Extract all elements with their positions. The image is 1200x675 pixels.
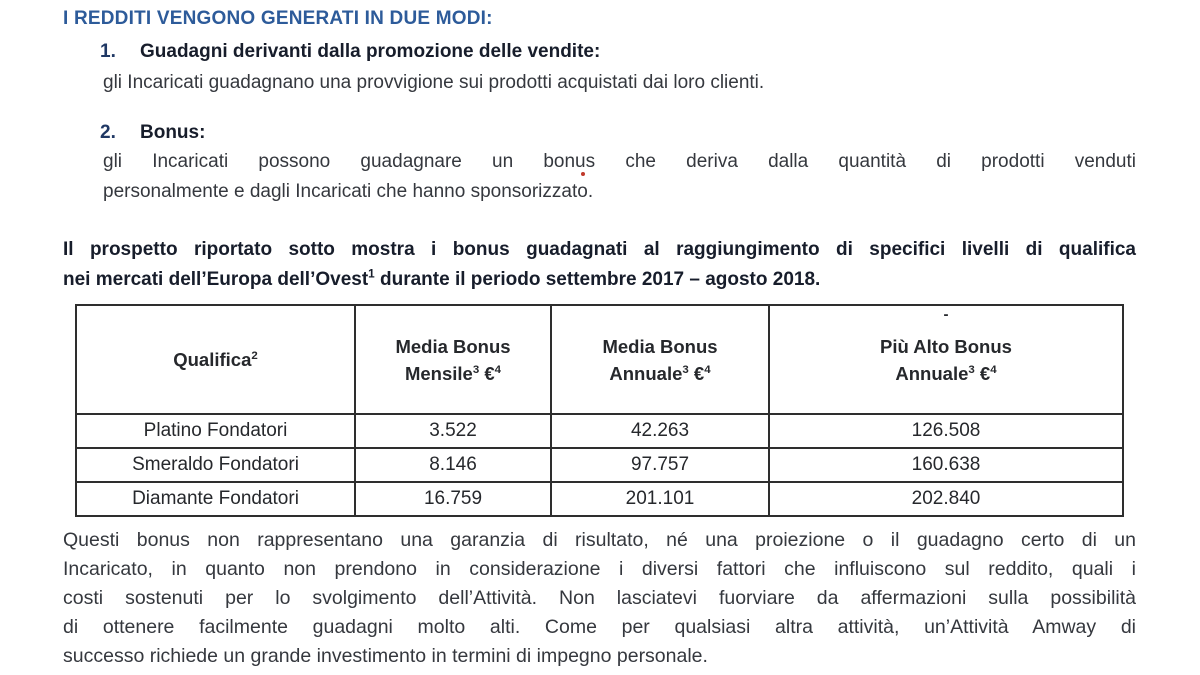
cell-piu-alto: 126.508 — [769, 414, 1123, 448]
table-header-qualifica: Qualifica$^2$ — [76, 305, 355, 414]
footnote-ref-1: 1 — [368, 267, 375, 281]
cell-annuale: 97.757 — [551, 448, 769, 482]
disclaimer-line-last: successo richiede un grande investimento in termini di impegno personale. — [63, 645, 708, 667]
cell-piu-alto: 202.840 — [769, 482, 1123, 516]
table-header-media-bonus-mensile: Media Bonus Mensile$^3$ €$^4$ — [355, 305, 551, 414]
cell-mensile: 16.759 — [355, 482, 551, 516]
page-title: I REDDITI VENGONO GENERATI IN DUE MODI: — [63, 8, 493, 29]
euro-symbol: € — [484, 362, 495, 384]
intro-line1: Il prospetto riportato sotto mostra i bonus guadagnati al raggiungimento di specifici livelli di qualifica — [63, 239, 1136, 260]
bonus-table — [75, 304, 1124, 517]
table-header-piu-alto-bonus: - Più Alto Bonus Annuale$^3$ €$^4$ — [769, 305, 1123, 414]
cell-qualifica: Smeraldo Fondatori — [76, 448, 355, 482]
table-header-row — [76, 305, 1123, 414]
cell-annuale: 42.263 — [551, 414, 769, 448]
cell-mensile: 8.146 — [355, 448, 551, 482]
footnote-ref-3: 3 — [682, 363, 689, 376]
table-row-platino — [76, 414, 1123, 448]
body-line2-period: . — [587, 181, 594, 202]
table-header-media-bonus-annuale: Media Bonus Annuale$^3$ €$^4$ — [551, 305, 769, 414]
cell-mensile: 3.522 — [355, 414, 551, 448]
list-item-2-heading: Bonus: — [140, 122, 206, 143]
list-item-2-number: 2. — [100, 122, 116, 143]
list-item-1-number: 1. — [100, 41, 116, 62]
list-item-2-body — [103, 147, 1136, 207]
disclaimer-line: di ottenere facilmente guadagni molto alti. Come per qualsiasi altra attività, un’Attività Amway di — [63, 616, 1136, 638]
footnote-ref-2: 2 — [251, 349, 258, 362]
list-item-1-body: gli Incaricati guadagnano una provvigione sui prodotti acquistati dai loro clienti. — [103, 72, 765, 93]
cell-annuale: 201.101 — [551, 482, 769, 516]
red-dot-mark — [581, 172, 585, 176]
list-item-2-body-line2 — [103, 177, 1136, 207]
sponsorizzato-final-letter: o — [577, 177, 588, 207]
footnote-ref-3: 3 — [968, 363, 975, 376]
list-item-1 — [100, 40, 1136, 64]
disclaimer-paragraph — [63, 526, 1136, 671]
footnote-ref-4: 4 — [990, 363, 997, 376]
list-item-1-heading: Guadagni derivanti dalla promozione delle vendite: — [140, 41, 601, 62]
euro-symbol: € — [979, 362, 991, 384]
footnote-ref-4: 4 — [704, 363, 711, 376]
footnote-ref-3: 3 — [472, 363, 480, 376]
list-item-2 — [100, 121, 1136, 145]
body-line2-text: personalmente e dagli Incaricati che hanno sponsorizzat — [103, 181, 578, 202]
disclaimer-line: costi sostenuti per lo svolgimento dell’Attività. Non lasciatevi fuorviare da affermazioni sulla possibilità — [63, 587, 1136, 609]
cell-qualifica: Platino Fondatori — [76, 414, 355, 448]
table-row-diamante — [76, 482, 1123, 516]
cell-qualifica: Diamante Fondatori — [76, 482, 355, 516]
cell-piu-alto: 160.638 — [769, 448, 1123, 482]
disclaimer-line: Incaricato, in quanto non prendono in considerazione i diversi fattori che influiscono sul reddito, quali i — [63, 558, 1136, 580]
footnote-ref-4: 4 — [494, 363, 502, 376]
list-item-2-body-line1: gli Incaricati possono guadagnare un bonus che deriva dalla quantità di prodotti venduti — [103, 151, 1136, 172]
stray-dash-mark: - — [943, 306, 949, 323]
intro-paragraph — [63, 235, 1136, 295]
intro-line2: nei mercati dell’Europa dell’Ovest$^1$ durante il periodo settembre 2017 – agosto 2018. — [63, 267, 821, 290]
euro-symbol: € — [693, 362, 705, 384]
disclaimer-line: Questi bonus non rappresentano una garanzia di risultato, né una proiezione o il guadagno certo di un — [63, 529, 1136, 551]
table-row-smeraldo — [76, 448, 1123, 482]
